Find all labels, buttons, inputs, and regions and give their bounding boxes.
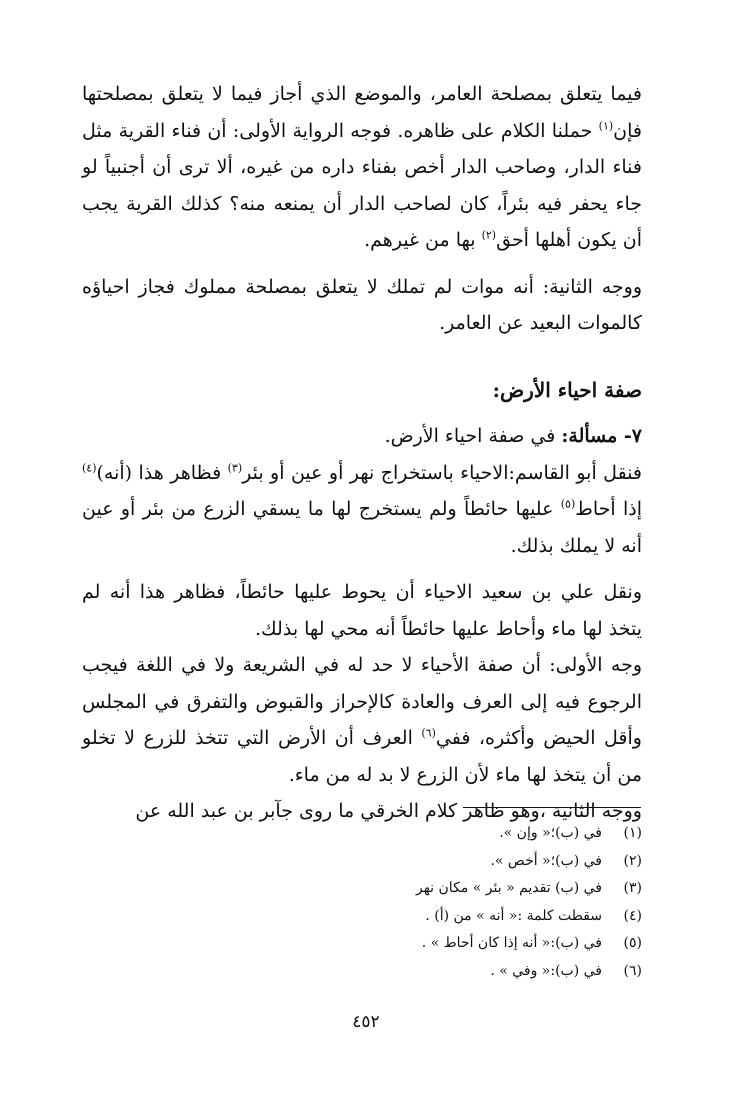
footnote-divider bbox=[463, 807, 641, 808]
paragraph-5: وجه الأولى: أن صفة الأحياء لا حد له في الشريعة ولا في اللغة فيجب الرجوع فيه إلى العرف والعادة كالإحراز والقبوض والتفرق في المجلس وأقل الحيض وأكثره، ففي$^{(٦)}$ العرف أن الأرض التي تتخذ للزرع لا تخلو من أن يتخذ لها ماء لأن الزرع لا بد له من ماء. bbox=[82, 654, 642, 786]
paragraph-1: فيما يتعلق بمصلحة العامر، والموضع الذي أجاز فيما لا يتعلق بمصلحتها فإن$^{(١)}$ حملنا الكلام على ظاهره. فوجه الرواية الأولى: أن فناء القرية مثل فناء الدار، وصاحب الدار أخص بفناء داره من غيره، ألا ترى أن أجنبياً لو جاء يحفر فيه بئراً، كان لصاحب الدار أن يمنعه منه؟ كذلك القرية يجب أن يكون أهلها أحق$^{(٢)}$ بها من غيرهم. bbox=[82, 83, 642, 251]
footnote-number: (٢) bbox=[623, 852, 642, 869]
footnote-text: في (ب):« وفي » . bbox=[490, 962, 602, 979]
footnote-number: (٤) bbox=[623, 907, 642, 924]
footnote-ref-3: (٣) bbox=[227, 461, 243, 475]
footnote bbox=[200, 930, 642, 958]
footnote-ref-5: (٥) bbox=[560, 497, 576, 511]
main-text bbox=[82, 76, 642, 830]
footnote-number: (١) bbox=[623, 825, 642, 841]
footnote bbox=[200, 958, 642, 986]
question-number: ٧- مسألة: bbox=[561, 425, 642, 447]
footnote-text: في (ب)؛« أخص ». bbox=[490, 852, 602, 869]
footnote-ref-4: (٤) bbox=[82, 461, 97, 475]
footnotes bbox=[200, 820, 642, 985]
question-line: ٧- مسألة: في صفة احياء الأرض. bbox=[384, 425, 642, 447]
page-number: ٤٥٢ bbox=[352, 1012, 380, 1032]
paragraph-3: فنقل أبو القاسم:الاحياء باستخراج نهر أو عين أو بئر$^{(٣)}$ فظاهر هذا (أنه)$^{(٤)}$ إذا أحاط$^{(٥)}$ عليها حائطاً ولم يستخرج لها ما يسقي الزرع من بئر أو عين أنه لا يملك بذلك. bbox=[82, 461, 642, 557]
footnote-text: في (ب) تقديم « بئر » مكان نهر bbox=[416, 880, 602, 896]
footnote-text: سقطت كلمة :« أنه » من (أ) . bbox=[425, 907, 602, 924]
paragraph-4: ونقل علي بن سعيد الاحياء أن يحوط عليها حائطاً، فظاهر هذا أنه لم يتخذ لها ماء وأحاط عليها حائطاً أنه محي لها بذلك. bbox=[82, 581, 642, 640]
footnote-text: في (ب):« أنه إذا كان أحاط » . bbox=[421, 935, 602, 951]
paragraph-6: ووجه الثانية ،وهو ظاهر كلام الخرقي ما روى جآبر بن عبد الله عن bbox=[135, 800, 642, 822]
section-heading: صفة احياء الأرض: bbox=[492, 377, 642, 402]
footnote bbox=[200, 875, 642, 903]
footnote bbox=[200, 820, 642, 848]
footnote-ref-6: (٦) bbox=[421, 726, 436, 740]
footnote-ref-1: (١) bbox=[598, 119, 614, 133]
footnote-number: (٥) bbox=[623, 935, 642, 951]
footnote-text: في (ب)؛« وإن ». bbox=[499, 825, 602, 841]
paragraph-2: ووجه الثانية: أنه موات لم تملك لا يتعلق بمصلحة مملوك فجاز احياؤه كالموات البعيد عن العامر. bbox=[82, 275, 642, 334]
footnote-number: (٣) bbox=[623, 880, 642, 896]
footnote-ref-2: (٢) bbox=[481, 228, 497, 242]
footnote bbox=[200, 848, 642, 876]
footnote bbox=[200, 903, 642, 931]
footnote-number: (٦) bbox=[623, 962, 642, 979]
